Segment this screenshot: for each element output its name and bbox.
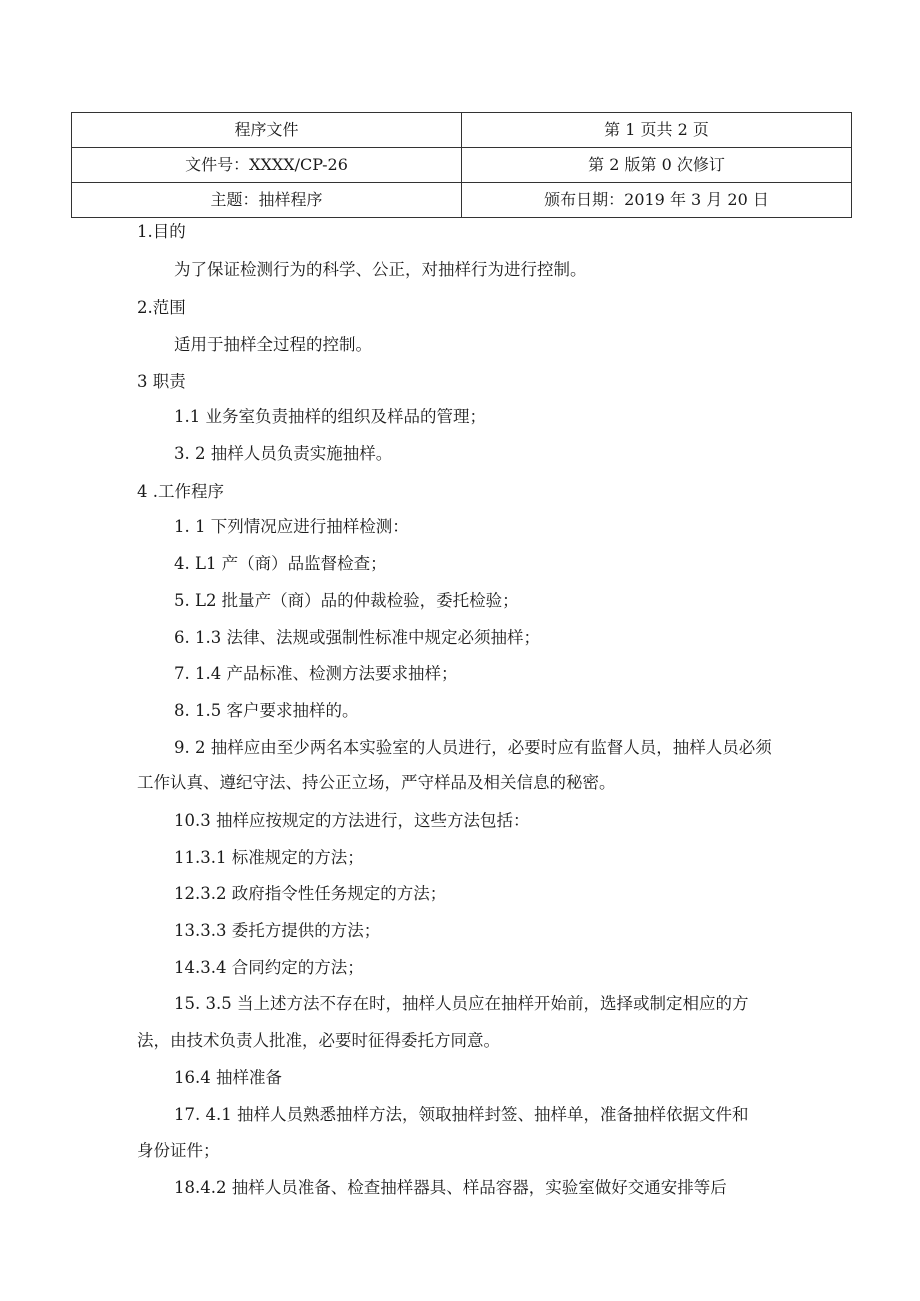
section-heading-procedure: 4 .工作程序 xyxy=(137,482,224,501)
procedure-item-continuation: 身份证件； xyxy=(137,1141,220,1160)
issue-date-cell: 颁布日期：2019 年 3 月 20 日 xyxy=(462,183,852,218)
page-number-cell: 第 1 页共 2 页 xyxy=(462,113,852,148)
procedure-item: 15. 3.5 当上述方法不存在时，抽样人员应在抽样开始前，选择或制定相应的方 xyxy=(174,994,749,1013)
procedure-item: 1. 1 下列情况应进行抽样检测： xyxy=(174,517,409,536)
procedure-item: 10.3 抽样应按规定的方法进行，这些方法包括： xyxy=(174,811,530,830)
responsibility-item: 1.1 业务室负责抽样的组织及样品的管理； xyxy=(174,407,486,426)
file-number-cell: 文件号：XXXX/CP-26 xyxy=(72,148,462,183)
revision-cell: 第 2 版第 0 次修订 xyxy=(462,148,852,183)
document-header-table xyxy=(71,112,852,218)
procedure-item: 13.3.3 委托方提供的方法； xyxy=(174,921,381,940)
header-row xyxy=(72,183,852,218)
procedure-item: 4. L1 产（商）品监督检查； xyxy=(174,554,387,573)
procedure-item: 17. 4.1 抽样人员熟悉抽样方法，领取抽样封签、抽样单，准备抽样依据文件和 xyxy=(174,1105,749,1124)
section-heading-purpose: 1.目的 xyxy=(137,222,186,241)
header-row xyxy=(72,148,852,183)
section-heading-scope: 2.范围 xyxy=(137,298,186,317)
header-row xyxy=(72,113,852,148)
procedure-item-continuation: 工作认真、遵纪守法、持公正立场，严守样品及相关信息的秘密。 xyxy=(137,773,616,792)
procedure-item: 14.3.4 合同约定的方法； xyxy=(174,958,364,977)
document-type-cell: 程序文件 xyxy=(72,113,462,148)
procedure-item: 16.4 抽样准备 xyxy=(174,1068,282,1087)
procedure-item: 12.3.2 政府指令性任务规定的方法； xyxy=(174,884,447,903)
procedure-item: 11.3.1 标准规定的方法； xyxy=(174,848,364,867)
procedure-item: 5. L2 批量产（商）品的仲裁检验，委托检验； xyxy=(174,591,519,610)
procedure-item: 6. 1.3 法律、法规或强制性标准中规定必须抽样； xyxy=(174,628,540,647)
procedure-item-continuation: 法，由技术负责人批准，必要时征得委托方同意。 xyxy=(137,1031,500,1050)
procedure-item: 18.4.2 抽样人员准备、检查抽样器具、样品容器，实验室做好交通安排等后 xyxy=(174,1178,727,1197)
responsibility-item: 3. 2 抽样人员负责实施抽样。 xyxy=(174,444,393,463)
procedure-item: 9. 2 抽样应由至少两名本实验室的人员进行，必要时应有监督人员，抽样人员必须 xyxy=(174,738,772,757)
procedure-item: 8. 1.5 客户要求抽样的。 xyxy=(174,701,359,720)
purpose-text: 为了保证检测行为的科学、公正，对抽样行为进行控制。 xyxy=(174,260,587,279)
procedure-item: 7. 1.4 产品标准、检测方法要求抽样； xyxy=(174,664,458,683)
section-heading-responsibilities: 3 职责 xyxy=(137,372,186,391)
subject-cell: 主题：抽样程序 xyxy=(72,183,462,218)
scope-text: 适用于抽样全过程的控制。 xyxy=(174,335,372,354)
